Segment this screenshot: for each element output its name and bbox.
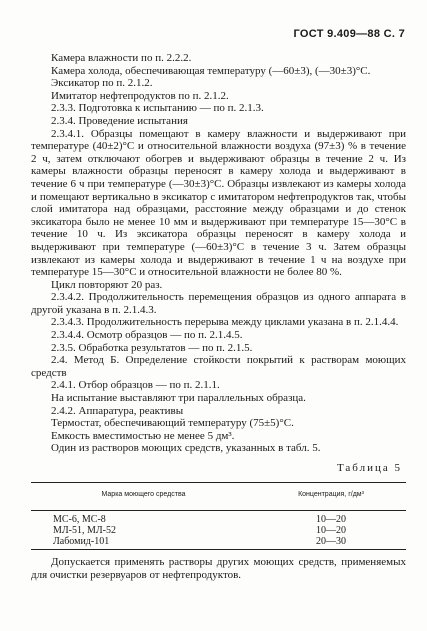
cell-concentration: 20—30 <box>316 536 346 548</box>
closing-paragraph: Допускается применять растворы других моющих средств, применяемых для очистки резервуаров от нефтепродуктов. <box>31 556 406 581</box>
document-body <box>31 52 406 581</box>
table-row <box>31 525 406 536</box>
paragraph: Цикл повторяют 20 раз. <box>51 278 163 291</box>
paragraph: 2.3.4. Проведение испытания <box>51 114 188 127</box>
cell-brand: Лабомид-101 <box>53 536 110 548</box>
table-row <box>31 536 406 547</box>
paragraph: 2.4.2. Аппаратура, реактивы <box>51 404 184 417</box>
paragraph: 2.3.4.4. Осмотр образцов — по п. 2.1.4.5. <box>51 329 243 342</box>
table-header-row <box>31 483 406 512</box>
paragraph-list <box>31 52 406 455</box>
cell-brand: МЛ-51, МЛ-52 <box>53 525 117 537</box>
table-5 <box>31 482 406 551</box>
paragraph: 2.4.1. Отбор образцов — по п. 2.1.1. <box>51 379 220 392</box>
paragraph: Камера влажности по п. 2.2.2. <box>51 52 192 64</box>
column-header-brand: Марка моющего средства <box>101 490 186 498</box>
paragraph: 2.3.4.2. Продолжительность перемещения образцов из одного аппарата в другой указана в п. 2.1.4.3. <box>31 291 406 316</box>
paragraph: Емкость вместимостью не менее 5 дм³. <box>51 429 235 442</box>
paragraph: Эксикатор по п. 2.1.2. <box>51 77 153 90</box>
table-row <box>31 514 406 525</box>
table-body <box>31 511 406 549</box>
cell-concentration: 10—20 <box>316 525 346 537</box>
cell-brand: МС-6, МС-8 <box>53 514 106 526</box>
paragraph: На испытание выставляют три параллельных образца. <box>51 392 306 405</box>
paragraph: 2.3.4.3. Продолжительность перерыва между циклами указана в п. 2.1.4.4. <box>51 316 399 329</box>
paragraph: Один из растворов моющих средств, указанных в табл. 5. <box>51 442 321 455</box>
paragraph: 2.4. Метод Б. Определение стойкости покрытий к растворам моющих средств <box>31 354 406 379</box>
page-header: ГОСТ 9.409—88 С. 7 <box>293 28 405 40</box>
column-header-concentration: Концентрация, г/дм³ <box>298 490 364 498</box>
paragraph: 2.3.4.1. Образцы помещают в камеру влажности и выдерживают при температуре (40±2)°С и относительной влажности воздуха (97±3) % в течение 2 ч, затем отключают обогрев и выдерживают образцы в течение 2 ч. Из камеры влажности образцы переносят в камеру холода и выдерживают в течение 6 ч при температуре (—30±3)°С. Образцы извлекают из камеры холода и помещают вертикально в эксикатор с имитатором нефтепродуктов так, чтобы слой имитатора над образцами, расстояние между образцами и до стенок эксикатора было не менее 10 мм и выдерживают при температуре 15—30°С в течение 10 ч. Из эксикатора образцы переносят в камеру холода и выдерживают при температуре (—60±3)°С в течение 3 ч. Затем образцы извлекают из камеры холода и выдерживают в течение 1 ч на воздухе при температуре 15—30°С и относительной влажности не более 80 %. <box>31 127 406 279</box>
paragraph: Имитатор нефтепродуктов по п. 2.1.2. <box>51 89 229 102</box>
paragraph: Камера холода, обеспечивающая температуру (—60±3), (—30±3)°С. <box>51 64 371 77</box>
cell-concentration: 10—20 <box>316 514 346 526</box>
table-caption: Таблица 5 <box>336 462 402 474</box>
paragraph: 2.3.3. Подготовка к испытанию — по п. 2.1.3. <box>51 102 264 115</box>
paragraph: 2.3.5. Обработка результатов — по п. 2.1.5. <box>51 341 253 354</box>
paragraph: Термостат, обеспечивающий температуру (75±5)°С. <box>51 417 294 430</box>
